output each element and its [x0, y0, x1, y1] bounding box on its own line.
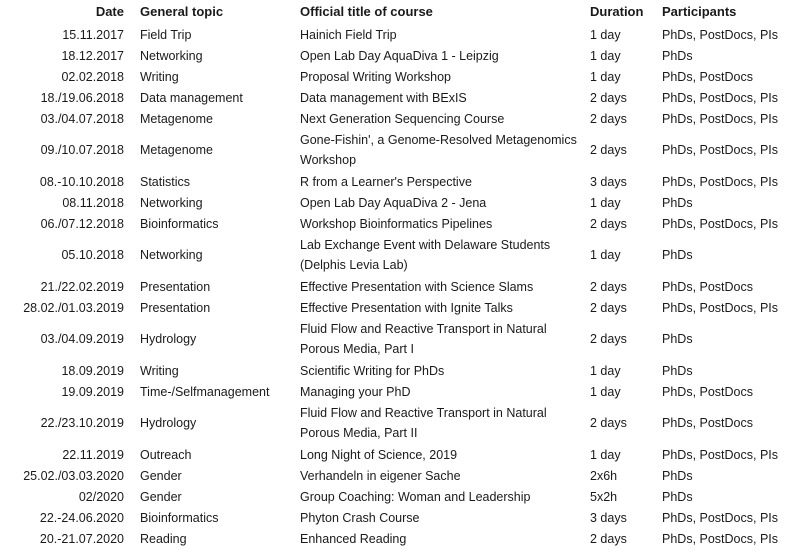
cell-title: Scientific Writing for PhDs: [300, 363, 445, 378]
cell-participants: PhDs, PostDocs, PIs: [662, 300, 779, 315]
cell-topic: Time-/Selfmanagement: [140, 384, 270, 399]
cell-participants: PhDs: [662, 248, 693, 262]
table-row: [0, 66, 800, 87]
cell-date: 18./19.06.2018: [40, 90, 124, 105]
table-row: [0, 297, 800, 318]
cell-title: R from a Learner's Perspective: [300, 174, 472, 189]
cell-title: Fluid Flow and Reactive Transport in Natural Porous Media, Part II: [300, 406, 547, 440]
cell-topic: Networking: [140, 48, 203, 63]
cell-date: 22.-24.06.2020: [39, 510, 124, 525]
cell-title: Phyton Crash Course: [300, 510, 420, 525]
cell-topic: Gender: [140, 489, 182, 504]
cell-participants: PhDs: [662, 468, 693, 483]
cell-participants: PhDs, PostDocs, PIs: [662, 111, 779, 126]
cell-topic: Hydrology: [140, 332, 197, 346]
cell-date: 21./22.02.2019: [40, 279, 124, 294]
cell-participants: PhDs, PostDocs, PIs: [662, 174, 779, 189]
cell-date: 02/2020: [78, 489, 124, 504]
cell-topic: Outreach: [140, 447, 192, 462]
cell-title: Managing your PhD: [300, 384, 411, 399]
cell-date: 20.-21.07.2020: [39, 531, 124, 546]
cell-topic: Bioinformatics: [140, 216, 219, 231]
cell-duration: 2 days: [590, 90, 627, 105]
cell-duration: 2x6h: [590, 468, 618, 483]
cell-participants: PhDs: [662, 48, 693, 63]
table-row: [0, 402, 800, 444]
table-row: [0, 213, 800, 234]
cell-date: 05.10.2018: [61, 248, 124, 262]
cell-duration: 2 days: [590, 332, 627, 346]
cell-title: Effective Presentation with Science Slams: [300, 279, 534, 294]
cell-date: 08.-10.10.2018: [39, 174, 124, 189]
cell-duration: 1 day: [590, 195, 621, 210]
cell-duration: 3 days: [590, 510, 627, 525]
cell-duration: 2 days: [590, 111, 627, 126]
table-row: [0, 360, 800, 381]
cell-participants: PhDs, PostDocs, PIs: [662, 216, 779, 231]
header-participants: Participants: [662, 4, 737, 19]
cell-topic: Networking: [140, 195, 203, 210]
cell-topic: Writing: [140, 69, 179, 84]
cell-title: Open Lab Day AquaDiva 2 - Jena: [300, 195, 487, 210]
cell-topic: Field Trip: [140, 27, 192, 42]
cell-participants: PhDs, PostDocs, PIs: [662, 90, 779, 105]
cell-participants: PhDs, PostDocs, PIs: [662, 143, 779, 157]
table-row: [0, 234, 800, 276]
table-body: [0, 24, 800, 549]
cell-participants: PhDs, PostDocs: [662, 384, 754, 399]
cell-duration: 2 days: [590, 300, 627, 315]
cell-title: Enhanced Reading: [300, 531, 407, 546]
cell-date: 06./07.12.2018: [40, 216, 124, 231]
table-row: [0, 486, 800, 507]
cell-date: 15.11.2017: [62, 27, 124, 42]
cell-participants: PhDs: [662, 363, 693, 378]
cell-date: 28.02./01.03.2019: [23, 300, 124, 315]
header-row: [0, 0, 800, 24]
cell-duration: 2 days: [590, 416, 627, 430]
table-row: [0, 381, 800, 402]
cell-date: 03./04.09.2019: [40, 332, 124, 346]
cell-duration: 1 day: [590, 69, 621, 84]
cell-duration: 1 day: [590, 48, 621, 63]
table-row: [0, 444, 800, 465]
cell-duration: 3 days: [590, 174, 627, 189]
cell-topic: Bioinformatics: [140, 510, 219, 525]
cell-duration: 5x2h: [590, 489, 618, 504]
cell-participants: PhDs, PostDocs, PIs: [662, 531, 779, 546]
table-row: [0, 192, 800, 213]
cell-title: Workshop Bioinformatics Pipelines: [300, 216, 493, 231]
cell-title: Open Lab Day AquaDiva 1 - Leipzig: [300, 48, 499, 63]
cell-participants: PhDs, PostDocs, PIs: [662, 510, 779, 525]
cell-title: Verhandeln in eigener Sache: [300, 468, 461, 483]
cell-date: 22./23.10.2019: [40, 416, 124, 430]
table-row: [0, 465, 800, 486]
cell-title: Effective Presentation with Ignite Talks: [300, 300, 513, 315]
header-title: Official title of course: [300, 4, 433, 19]
header-duration: Duration: [590, 4, 644, 19]
cell-date: 03./04.07.2018: [40, 111, 124, 126]
cell-topic: Metagenome: [140, 143, 213, 157]
table-row: [0, 87, 800, 108]
cell-date: 22.11.2019: [62, 447, 124, 462]
cell-date: 08.11.2018: [62, 195, 124, 210]
cell-title: Group Coaching: Woman and Leadership: [300, 489, 531, 504]
cell-title: Fluid Flow and Reactive Transport in Natural Porous Media, Part I: [300, 322, 547, 356]
cell-topic: Networking: [140, 248, 203, 262]
cell-duration: 1 day: [590, 384, 621, 399]
cell-participants: PhDs: [662, 489, 693, 504]
cell-duration: 1 day: [590, 248, 621, 262]
cell-date: 25.02./03.03.2020: [23, 468, 124, 483]
cell-title: Long Night of Science, 2019: [300, 447, 458, 462]
cell-topic: Metagenome: [140, 111, 213, 126]
cell-participants: PhDs, PostDocs, PIs: [662, 447, 779, 462]
cell-topic: Statistics: [140, 174, 191, 189]
cell-duration: 1 day: [590, 447, 621, 462]
header-date: Date: [95, 4, 124, 19]
cell-title: Proposal Writing Workshop: [300, 69, 451, 84]
cell-title: Gone-Fishin', a Genome-Resolved Metagenomics Workshop: [300, 133, 577, 167]
cell-date: 02.02.2018: [61, 69, 124, 84]
cell-duration: 2 days: [590, 531, 627, 546]
cell-topic: Presentation: [140, 279, 211, 294]
cell-date: 09./10.07.2018: [40, 143, 124, 157]
cell-topic: Gender: [140, 468, 182, 483]
cell-duration: 2 days: [590, 279, 627, 294]
cell-date: 18.12.2017: [61, 48, 124, 63]
cell-duration: 2 days: [590, 216, 627, 231]
cell-topic: Hydrology: [140, 416, 197, 430]
table-row: [0, 507, 800, 528]
table-row: [0, 45, 800, 66]
cell-topic: Data management: [140, 90, 243, 105]
table-row: [0, 129, 800, 171]
cell-title: Hainich Field Trip: [300, 27, 397, 42]
table-header: [0, 0, 800, 24]
cell-participants: PhDs: [662, 195, 693, 210]
cell-title: Lab Exchange Event with Delaware Students (Delphis Levia Lab): [300, 238, 551, 272]
cell-participants: PhDs, PostDocs, PIs: [662, 27, 779, 42]
cell-topic: Reading: [140, 531, 187, 546]
table-row: [0, 24, 800, 45]
table-row: [0, 108, 800, 129]
header-topic: General topic: [140, 4, 224, 19]
cell-participants: PhDs, PostDocs: [662, 416, 754, 430]
table-row: [0, 171, 800, 192]
table-row: [0, 318, 800, 360]
cell-duration: 1 day: [590, 363, 621, 378]
cell-date: 18.09.2019: [61, 363, 124, 378]
cell-topic: Writing: [140, 363, 179, 378]
cell-participants: PhDs, PostDocs: [662, 69, 754, 84]
cell-duration: 1 day: [590, 27, 621, 42]
cell-participants: PhDs, PostDocs: [662, 279, 754, 294]
cell-duration: 2 days: [590, 143, 627, 157]
cell-title: Next Generation Sequencing Course: [300, 111, 505, 126]
table-row: [0, 276, 800, 297]
cell-participants: PhDs: [662, 332, 693, 346]
cell-topic: Presentation: [140, 300, 211, 315]
table-row: [0, 528, 800, 549]
cell-title: Data management with BExIS: [300, 90, 467, 105]
cell-date: 19.09.2019: [61, 384, 124, 399]
